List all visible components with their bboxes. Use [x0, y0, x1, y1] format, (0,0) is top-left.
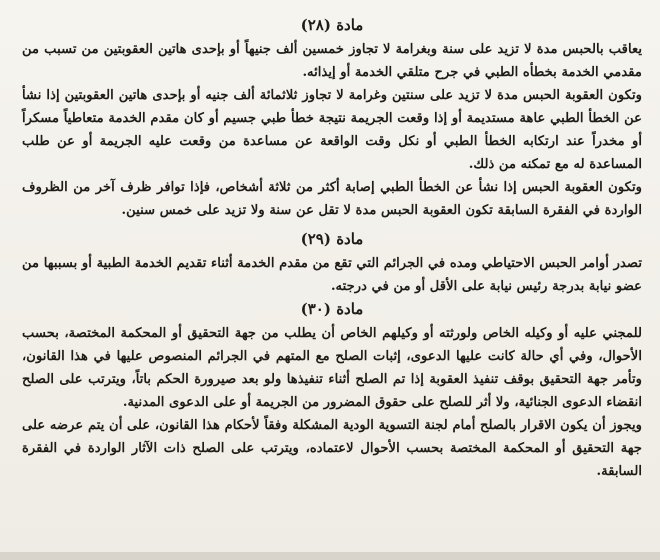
article-30-paragraph-2: ويجوز أن يكون الاقرار بالصلح أمام لجنة التسوية الودية المشكلة وفقاً لأحكام هذا القانون، على أن يتم عرضه على جهة التحقيق أو المحكمة المختصة بحسب الأحوال لاعتماده، ويترتب على الصلح ذات الآثار الواردة في الفقرة السابقة. — [22, 418, 642, 479]
article-28-paragraph-1: يعاقب بالحبس مدة لا تزيد على سنة وبغرامة لا تجاوز خمسين ألف جنيهاً أو بإحدى هاتين العقوبتين من تسبب من مقدمي الخدمة بخطأه الطبي في جرح متلقي الخدمة أو إيذائه. — [22, 42, 642, 80]
article-29-heading: مادة (٢٩) — [300, 230, 364, 248]
article-28-heading: مادة (٢٨) — [300, 16, 364, 34]
article-30-heading: مادة (٣٠) — [300, 300, 364, 318]
article-30-paragraph-1: للمجني عليه أو وكيله الخاص ولورثته أو وكيلهم الخاص أن يطلب من جهة التحقيق أو المحكمة المختصة، بحسب الأحوال، وفي أي حالة كانت عليها الدعوى، إثبات الصلح مع المتهم في الجرائم المنصوص عليها في هذا القانون، وتأمر جهة التحقيق بوقف تنفيذ العقوبة إذا تم الصلح أثناء تنفيذها ولو بعد صيرورة الحكم باتاً، ويترتب على الصلح انقضاء الدعوى الجنائية، ولا أثر للصلح على حقوق المضرور من الجريمة أو على الدعوى المدنية. — [22, 326, 642, 410]
page-bottom-edge — [0, 552, 660, 560]
article-29-paragraph-1: تصدر أوامر الحبس الاحتياطي ومده في الجرائم التي تقع من مقدم الخدمة أثناء تقديم الخدمة الطبية أو بسببها من عضو نيابة بدرجة رئيس نيابة على الأقل أو من في درجته. — [22, 256, 642, 294]
article-28-paragraph-2: وتكون العقوبة الحبس مدة لا تزيد على سنتين وغرامة لا تجاوز ثلاثمائة ألف جنيه أو بإحدى هاتين العقوبتين إذا نشأ عن الخطأ الطبي عاهة مستديمة أو إذا وقعت الجريمة نتيجة خطأ طبي جسيم أو كان مقدم الخدمة متعاطياً مسكراً أو مخدراً عند ارتكابه الخطأ الطبي أو نكل وقت الواقعة عن مساعدة من وقعت عليه الجريمة أو عن طلب المساعدة له مع تمكنه من ذلك. — [22, 88, 642, 172]
article-28-paragraph-3: وتكون العقوبة الحبس إذا نشأ عن الخطأ الطبي إصابة أكثر من ثلاثة أشخاص، فإذا توافر ظرف آخر من الظروف الواردة في الفقرة السابقة تكون العقوبة الحبس مدة لا تقل عن سنة ولا تزيد على خمس سنين. — [22, 180, 642, 218]
